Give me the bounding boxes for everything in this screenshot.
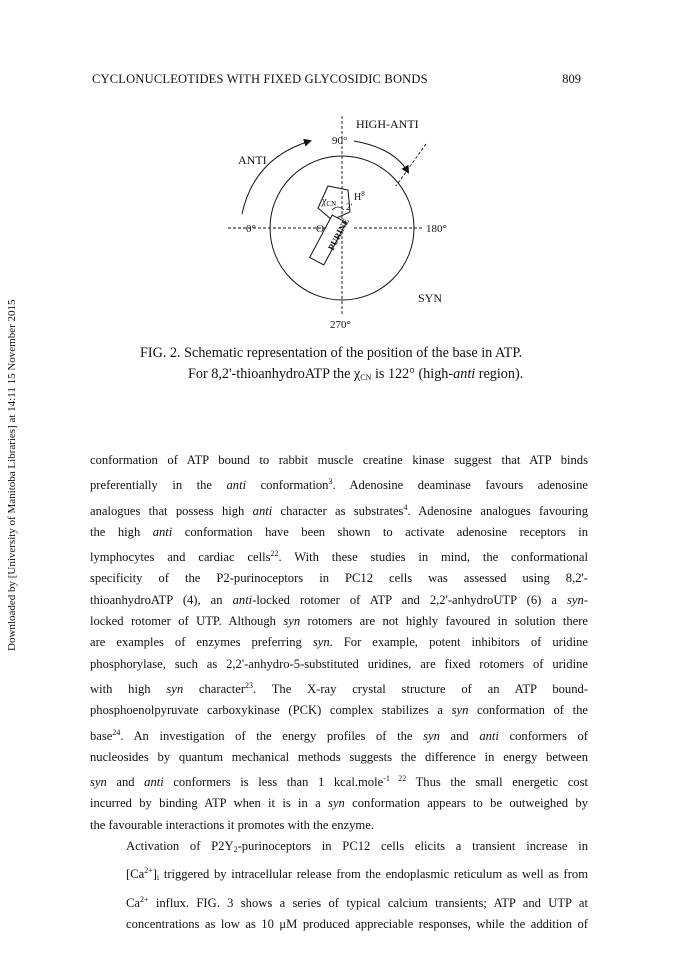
text-line: locked rotomer of UTP. Although syn rotomers are not highly favoured in solution there xyxy=(90,614,588,629)
text-line: conformation of ATP bound to rabbit muscle creatine kinase suggest that ATP binds xyxy=(90,453,588,467)
o-label: O xyxy=(316,223,324,235)
caption-line-1: FIG. 2. Schematic representation of the position of the base in ATP. xyxy=(140,345,523,361)
text-line: incurred by binding ATP when it is in a syn conformation appears to be outweighed by xyxy=(90,796,588,811)
text-line: syn and anti conformers is less than 1 kcal.mole$^{-1 22}$ Thus the small energetic cost xyxy=(90,774,589,790)
text-line: the high anti conformation have been shown to activate adenosine receptors in xyxy=(90,524,588,539)
text-line: nucleosides by quantum mechanical methods suggests the difference in energy between xyxy=(90,749,588,764)
text-line: thioanhydroATP (4), an anti-locked rotomer of ATP and 2,2'-anhydroUTP (6) a syn- xyxy=(90,592,589,607)
text-line: concentrations as low as 10 μM produced appreciable responses, while the addition of xyxy=(126,916,588,931)
text-line: $[Ca^{2+}]_i$ triggered by intracellular release from the endoplasmic reticulum as well as from xyxy=(126,866,588,883)
deg-180-label: 180° xyxy=(426,223,447,235)
high-anti-label: HIGH-ANTI xyxy=(356,117,419,131)
text-line: are examples of enzymes preferring syn. For example, potent inhibitors of uridine xyxy=(90,635,588,650)
high-anti-line xyxy=(396,144,426,186)
text-line: phosphoenolpyruvate carboxykinase (PCK) complex stabilizes a syn conformation of the xyxy=(90,703,588,718)
figure-caption xyxy=(140,343,610,388)
deg-0-label: 0° xyxy=(246,223,256,235)
download-watermark: Downloaded by [University of Manitoba Libraries] at 14:11 15 November 2015 xyxy=(6,299,18,651)
paragraph-2 xyxy=(90,836,588,935)
purine-label: PURINE xyxy=(325,216,351,252)
text-line: Activation of $P2Y_2$-purinoceptors in PC12 cells elicits a transient increase in xyxy=(126,839,588,855)
page-number: 809 xyxy=(562,72,581,86)
caption-line-2: For 8,2'-thioanhydroATP the $\chi_{CN}$ is 122° (high-anti region). xyxy=(188,366,524,382)
anti-label: ANTI xyxy=(238,153,267,167)
paragraph-1 xyxy=(90,450,588,836)
text-line: phosphorylase, such as 2,2'-anhydro-5-substituted uridines, are fixed rotomers of uridine xyxy=(90,656,588,671)
text-line: preferentially in the anti conformation$^3$. Adenosine deaminase favours adenosine xyxy=(90,477,588,493)
deg-90-label: 90° xyxy=(332,135,348,147)
deg-270-label: 270° xyxy=(330,319,351,331)
running-header: CYCLONUCLEOTIDES WITH FIXED GLYCOSIDIC BONDS xyxy=(92,72,428,86)
text-line: analogues that possess high anti character as substrates$^4$. Adenosine analogues favouring xyxy=(90,502,588,518)
text-line: $Ca^{2+}$ influx. FIG. 3 shows a series of typical calcium transients; ATP and UTP at xyxy=(126,894,588,910)
two-prime-label: 2' xyxy=(346,202,353,212)
h8-label: $H^8$ xyxy=(354,190,365,203)
text-line: with high syn character$^{23}$. The X-ray crystal structure of an ATP bound- xyxy=(90,680,588,696)
text-line: the favourable interactions it promotes with the enzyme. xyxy=(90,817,374,832)
text-line: lymphocytes and cardiac cells$^{22}$. With these studies in mind, the conformational xyxy=(90,549,588,565)
syn-label: SYN xyxy=(418,291,443,305)
anti-arc-arrow xyxy=(242,141,310,214)
base-position-diagram xyxy=(220,104,460,340)
text-line: specificity of the P2-purinoceptors in PC12 cells was assessed using 8,2'- xyxy=(90,571,588,586)
body-text xyxy=(90,450,588,935)
text-line: base$^{24}$. An investigation of the energy profiles of the syn and anti conformers of xyxy=(90,727,588,743)
chi-cn-label: $\chi_{CN}$ xyxy=(322,196,337,208)
